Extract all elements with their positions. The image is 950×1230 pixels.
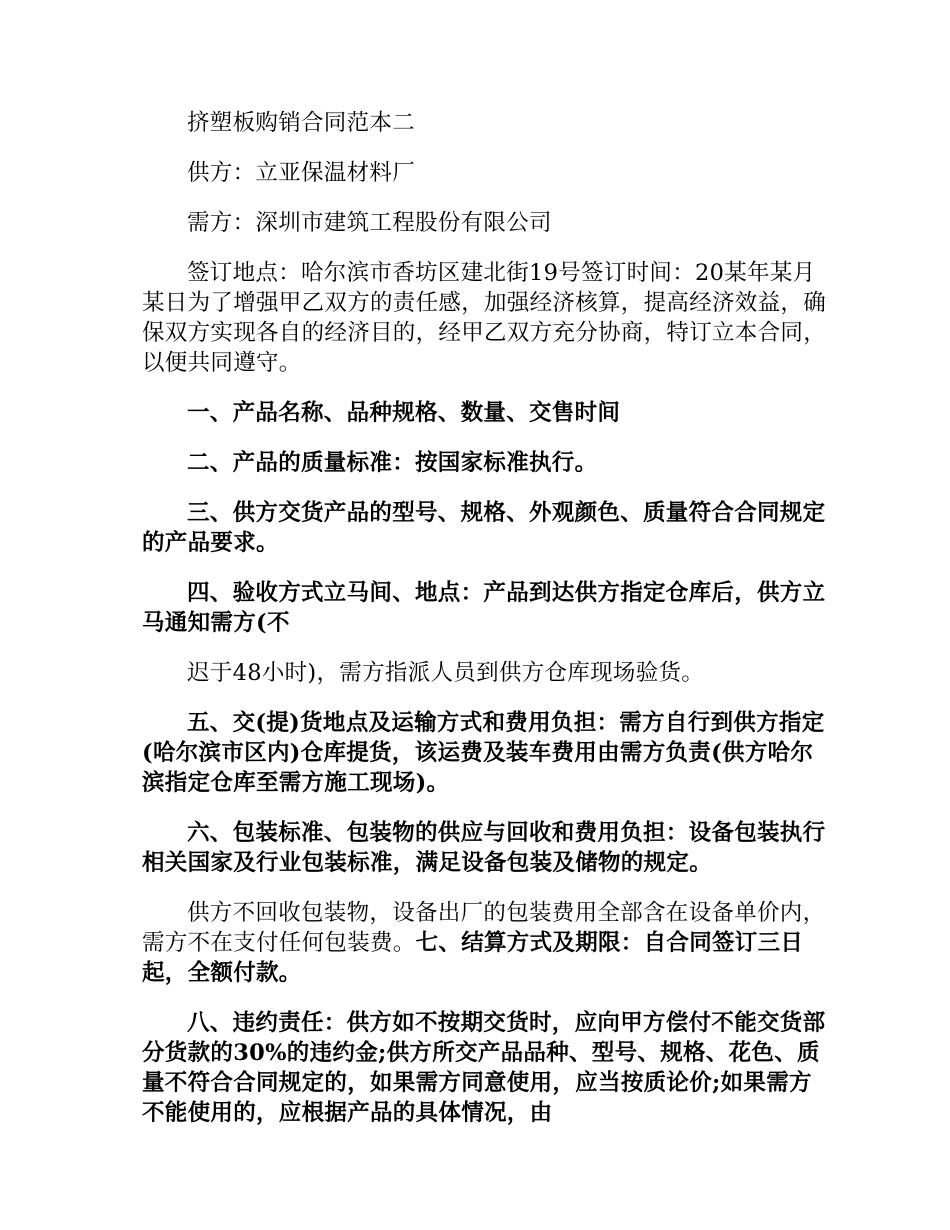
section-6-continued-paragraph	[142, 898, 832, 988]
document-page	[142, 108, 832, 1148]
buyer-line: 需方：深圳市建筑工程股份有限公司	[187, 210, 552, 236]
document-title: 挤塑板购销合同范本二	[187, 110, 416, 136]
section-3: 三、供方交货产品的型号、规格、外观颜色、质量符合合同规定的产品要求。	[142, 500, 826, 556]
intro-paragraph: 签订地点：哈尔滨市香坊区建北街19号签订时间：20某年某月某日为了增强甲乙双方的责任感，加强经济核算，提高经济效益，确保双方实现各自的经济目的，经甲乙双方充分协商，特订立本合同，以便共同遵守。	[142, 260, 827, 376]
section-6-continued: 供方不回收包装物，设备出厂的包装费用全部含在设备单价内，需方不在支付任何包装费。	[142, 900, 826, 956]
section-1: 一、产品名称、品种规格、数量、交售时间	[187, 400, 621, 426]
section-4: 四、验收方式立马间、地点：产品到达供方指定仓库后，供方立马通知需方(不	[142, 580, 826, 636]
section-6: 六、包装标准、包装物的供应与回收和费用负担：设备包装执行相关国家及行业包装标准，满足设备包装及储物的规定。	[142, 820, 826, 876]
section-5: 五、交(提)货地点及运输方式和费用负担：需方自行到供方指定(哈尔滨市区内)仓库提货，该运费及装车费用由需方负责(供方哈尔滨指定仓库至需方施工现场)。	[142, 710, 825, 796]
section-8: 八、违约责任：供方如不按期交货时，应向甲方偿付不能交货部分货款的30%的违约金;供方所交产品品种、型号、规格、花色、质量不符合合同规定的，如果需方同意使用，应当按质论价;如果需方不能使用的，应根据产品的具体情况，由	[142, 1010, 826, 1126]
section-2: 二、产品的质量标准：按国家标准执行。	[187, 450, 598, 476]
section-7: 七、结算方式及期限：自合同签订三日起，全额付款。	[142, 930, 804, 986]
section-4-continued: 迟于48小时)，需方指派人员到供方仓库现场验货。	[187, 660, 705, 686]
supplier-line: 供方：立亚保温材料厂	[187, 160, 416, 186]
